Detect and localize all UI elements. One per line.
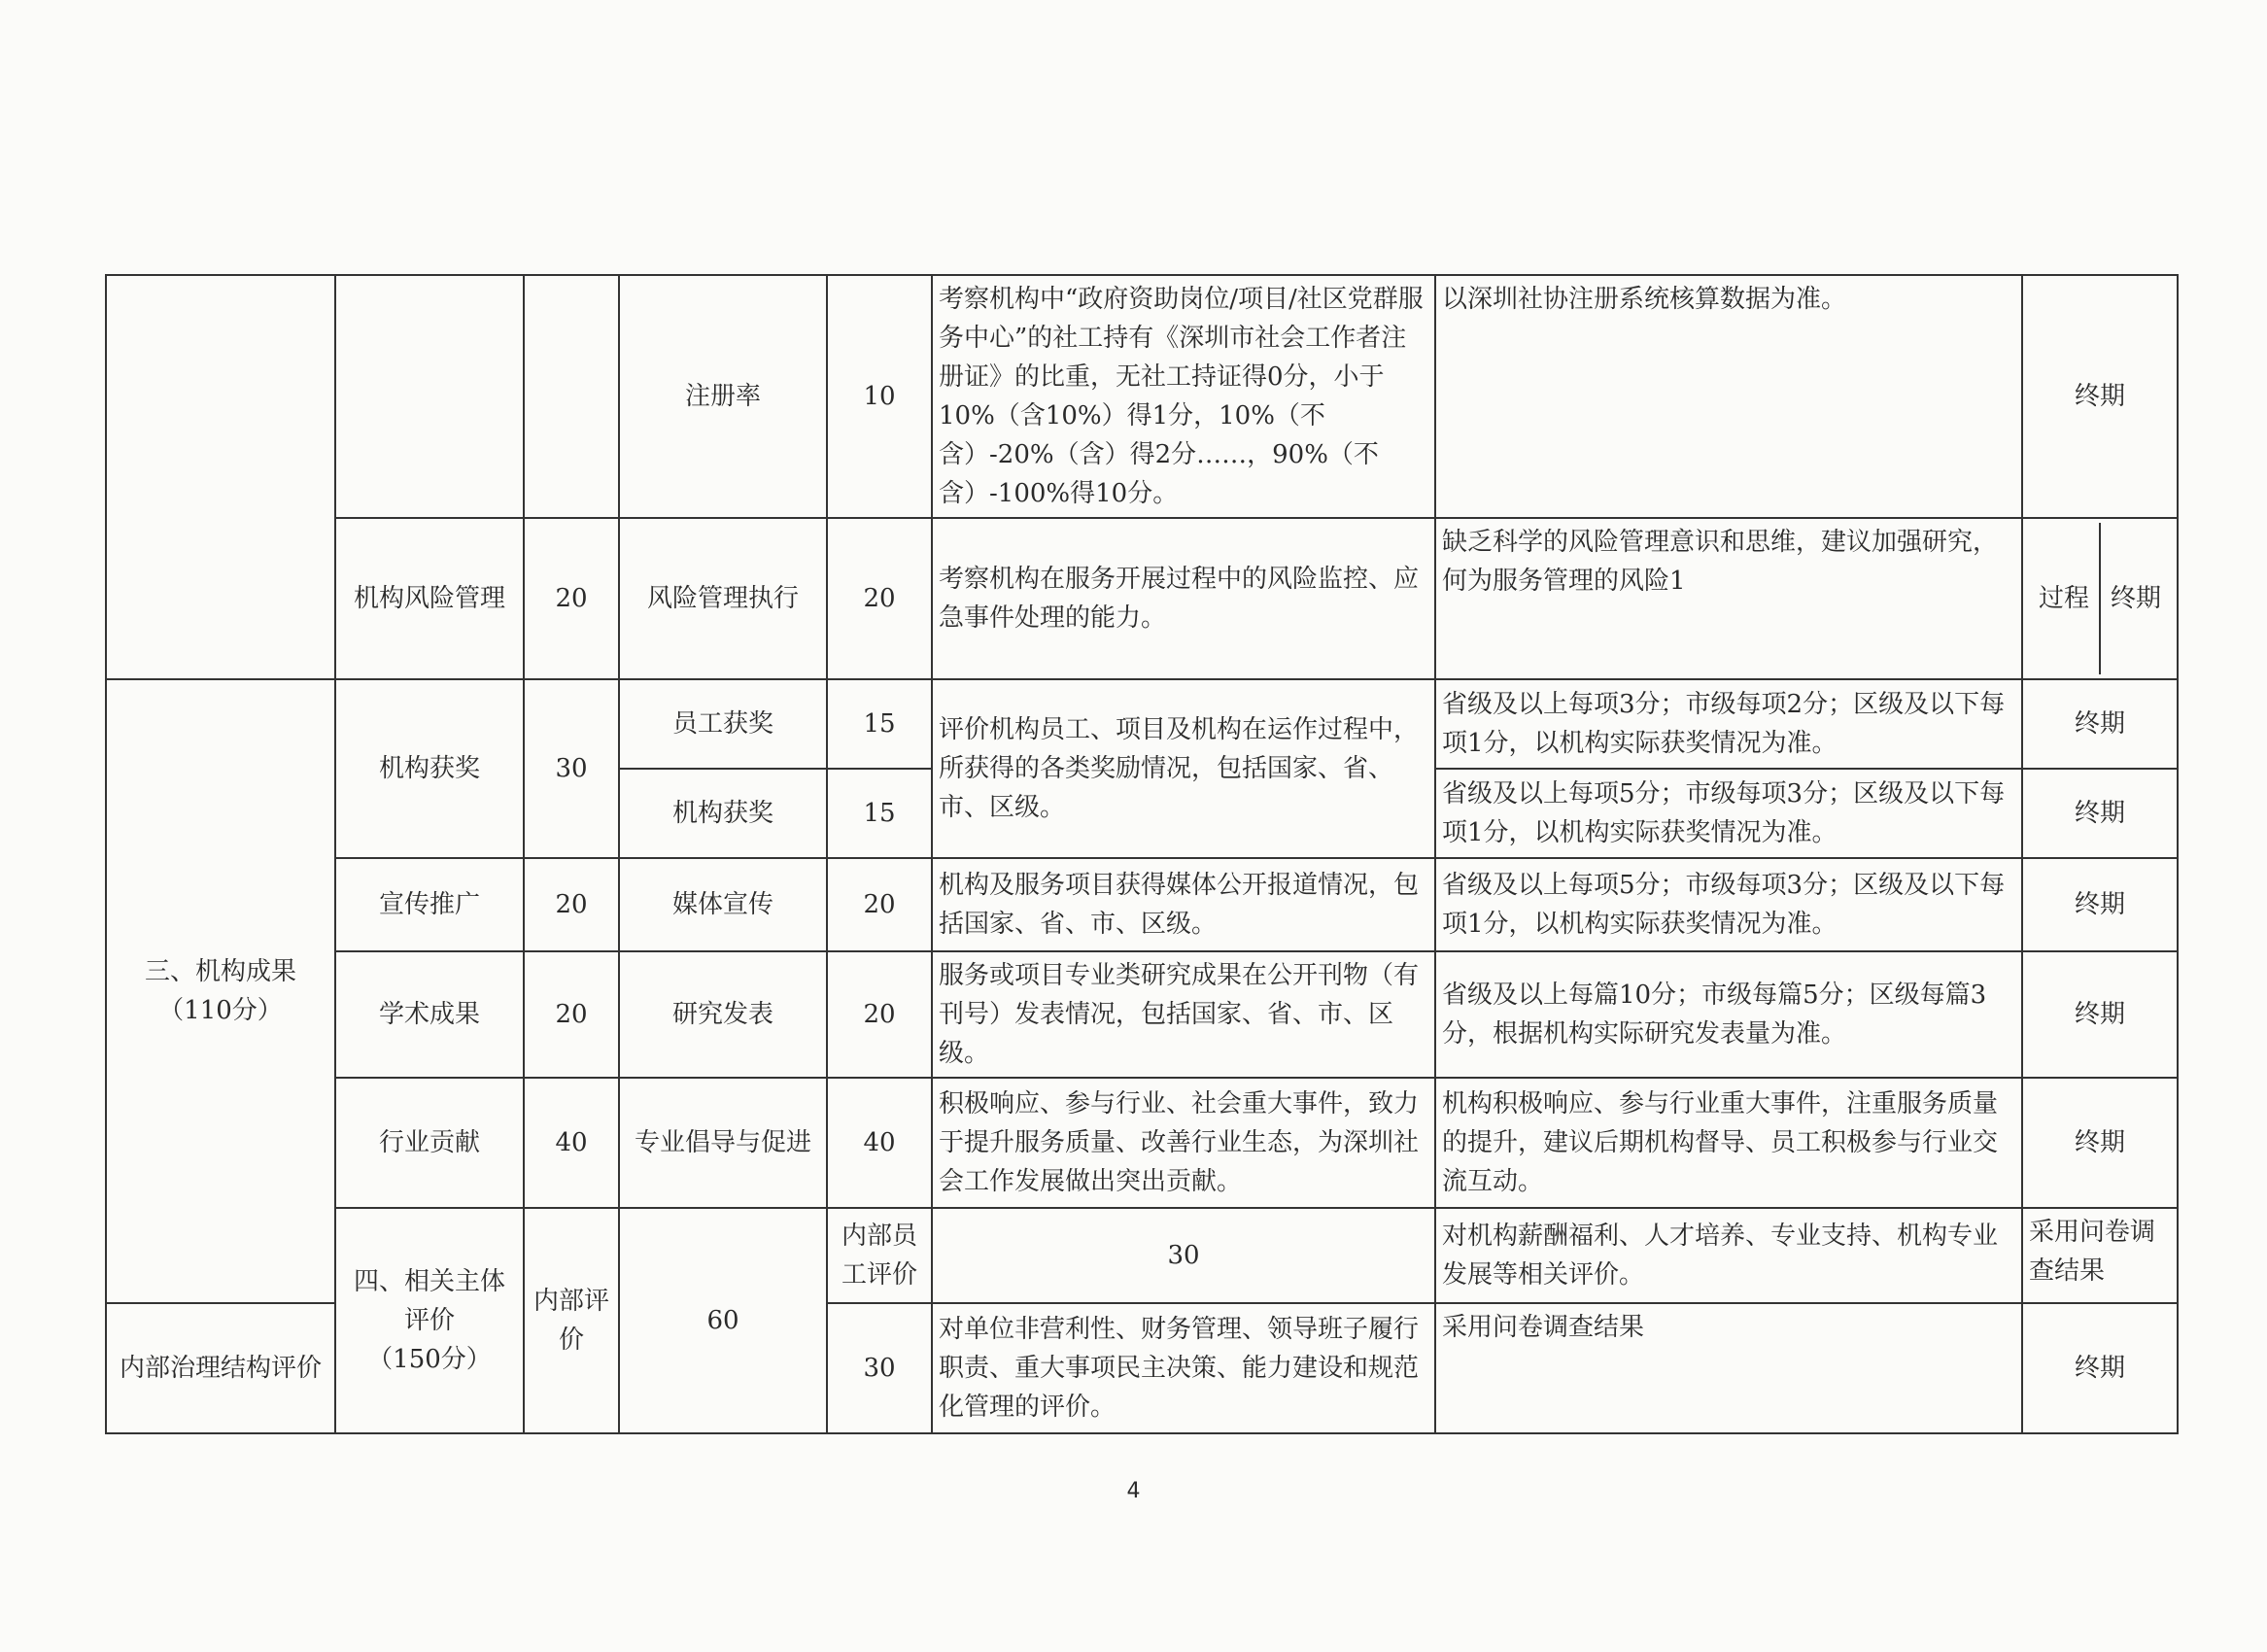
period-cell: 终期	[2022, 769, 2178, 858]
remark-cell: 省级及以上每项3分；市级每项2分；区级及以下每项1分，以机构实际获奖情况为准。	[1435, 679, 2022, 769]
score3-cell: 10	[827, 275, 932, 518]
score3-cell: 20	[827, 951, 932, 1078]
score3-cell: 20	[827, 858, 932, 951]
indicator2-cell: 行业贡献	[335, 1078, 524, 1208]
period-final: 终期	[2099, 523, 2171, 674]
score2-cell: 60	[619, 1208, 827, 1433]
indicator2-cell: 学术成果	[335, 951, 524, 1078]
remark-cell: 省级及以上每篇10分；市级每篇5分；区级每篇3分，根据机构实际研究发表量为准。	[1435, 951, 2022, 1078]
page-number: 4	[1126, 1479, 1141, 1503]
remark-cell: 机构积极响应、参与行业重大事件，注重服务质量的提升，建议后期机构督导、员工积极参与行业交流互动。	[1435, 1078, 2022, 1208]
content-cell: 机构及服务项目获得媒体公开报道情况，包括国家、省、市、区级。	[932, 858, 1435, 951]
score2-cell: 20	[524, 951, 619, 1078]
remark-cell: 缺乏科学的风险管理意识和思维，建议加强研究，何为服务管理的风险1	[1435, 518, 2022, 679]
remark-cell: 省级及以上每项5分；市级每项3分；区级及以下每项1分，以机构实际获奖情况为准。	[1435, 858, 2022, 951]
indicator3-cell: 注册率	[619, 275, 827, 518]
score2-cell: 20	[524, 518, 619, 679]
remark-cell: 采用问卷调查结果	[2022, 1208, 2178, 1303]
table-row	[106, 1078, 2178, 1208]
content-cell: 对机构薪酬福利、人才培养、专业支持、机构专业发展等相关评价。	[1435, 1208, 2022, 1303]
score2-cell-empty	[524, 275, 619, 518]
period-split-cell	[2022, 518, 2178, 679]
section-label: 三、机构成果	[144, 957, 296, 986]
content-cell: 对单位非营利性、财务管理、领导班子履行职责、重大事项民主决策、能力建设和规范化管理的评价。	[932, 1303, 1435, 1433]
section-points: （110分）	[158, 996, 283, 1025]
section-label: 四、相关主体评价	[353, 1267, 505, 1335]
section-cell	[106, 679, 335, 1303]
indicator2-cell: 内部评价	[524, 1208, 619, 1433]
indicator3-cell: 员工获奖	[619, 679, 827, 769]
indicator2-cell-empty	[335, 275, 524, 518]
remark-cell: 省级及以上每项5分；市级每项3分；区级及以下每项1分，以机构实际获奖情况为准。	[1435, 769, 2022, 858]
period-cell: 终期	[2022, 1303, 2178, 1433]
remark-cell: 采用问卷调查结果	[1435, 1303, 2022, 1433]
score2-cell: 20	[524, 858, 619, 951]
indicator2-cell: 机构获奖	[335, 679, 524, 858]
period-cell: 终期	[2022, 951, 2178, 1078]
period-cell: 终期	[2022, 679, 2178, 769]
score2-cell: 40	[524, 1078, 619, 1208]
indicator3-cell: 内部员工评价	[827, 1208, 932, 1303]
content-cell: 积极响应、参与行业、社会重大事件，致力于提升服务质量、改善行业生态，为深圳社会工作发展做出突出贡献。	[932, 1078, 1435, 1208]
indicator3-cell: 专业倡导与促进	[619, 1078, 827, 1208]
remark-cell: 以深圳社协注册系统核算数据为准。	[1435, 275, 2022, 518]
period-cell: 终期	[2022, 858, 2178, 951]
indicator3-cell: 机构获奖	[619, 769, 827, 858]
score3-cell: 30	[932, 1208, 1435, 1303]
section-cell-empty	[106, 275, 335, 679]
score3-cell: 15	[827, 769, 932, 858]
period-cell: 终期	[2022, 275, 2178, 518]
indicator2-cell: 机构风险管理	[335, 518, 524, 679]
content-cell: 服务或项目专业类研究成果在公开刊物（有刊号）发表情况，包括国家、省、市、区级。	[932, 951, 1435, 1078]
content-cell: 考察机构中“政府资助岗位/项目/社区党群服务中心”的社工持有《深圳市社会工作者注册证》的比重，无社工持证得0分，小于10%（含10%）得1分，10%（不含）-20%（含）得2分……，90%（不含）-100%得10分。	[932, 275, 1435, 518]
indicator3-cell: 研究发表	[619, 951, 827, 1078]
table-row	[106, 1208, 2178, 1303]
table-row	[106, 679, 2178, 769]
score3-cell: 20	[827, 518, 932, 679]
content-cell: 考察机构在服务开展过程中的风险监控、应急事件处理的能力。	[932, 518, 1435, 679]
indicator3-cell: 风险管理执行	[619, 518, 827, 679]
section-points: （150分）	[367, 1345, 492, 1374]
section-cell	[335, 1208, 524, 1433]
content-cell: 评价机构员工、项目及机构在运作过程中，所获得的各类奖励情况，包括国家、省、市、区级。	[932, 679, 1435, 858]
evaluation-table	[105, 274, 2179, 1434]
score3-cell: 15	[827, 679, 932, 769]
score2-cell: 30	[524, 679, 619, 858]
indicator3-cell: 媒体宣传	[619, 858, 827, 951]
score3-cell: 30	[827, 1303, 932, 1433]
period-cell: 终期	[2022, 1078, 2178, 1208]
indicator3-cell: 内部治理结构评价	[106, 1303, 335, 1433]
indicator2-cell: 宣传推广	[335, 858, 524, 951]
table-row	[106, 518, 2178, 679]
table-row	[106, 858, 2178, 951]
score3-cell: 40	[827, 1078, 932, 1208]
period-process: 过程	[2038, 584, 2089, 613]
table-row	[106, 275, 2178, 518]
table-row	[106, 951, 2178, 1078]
